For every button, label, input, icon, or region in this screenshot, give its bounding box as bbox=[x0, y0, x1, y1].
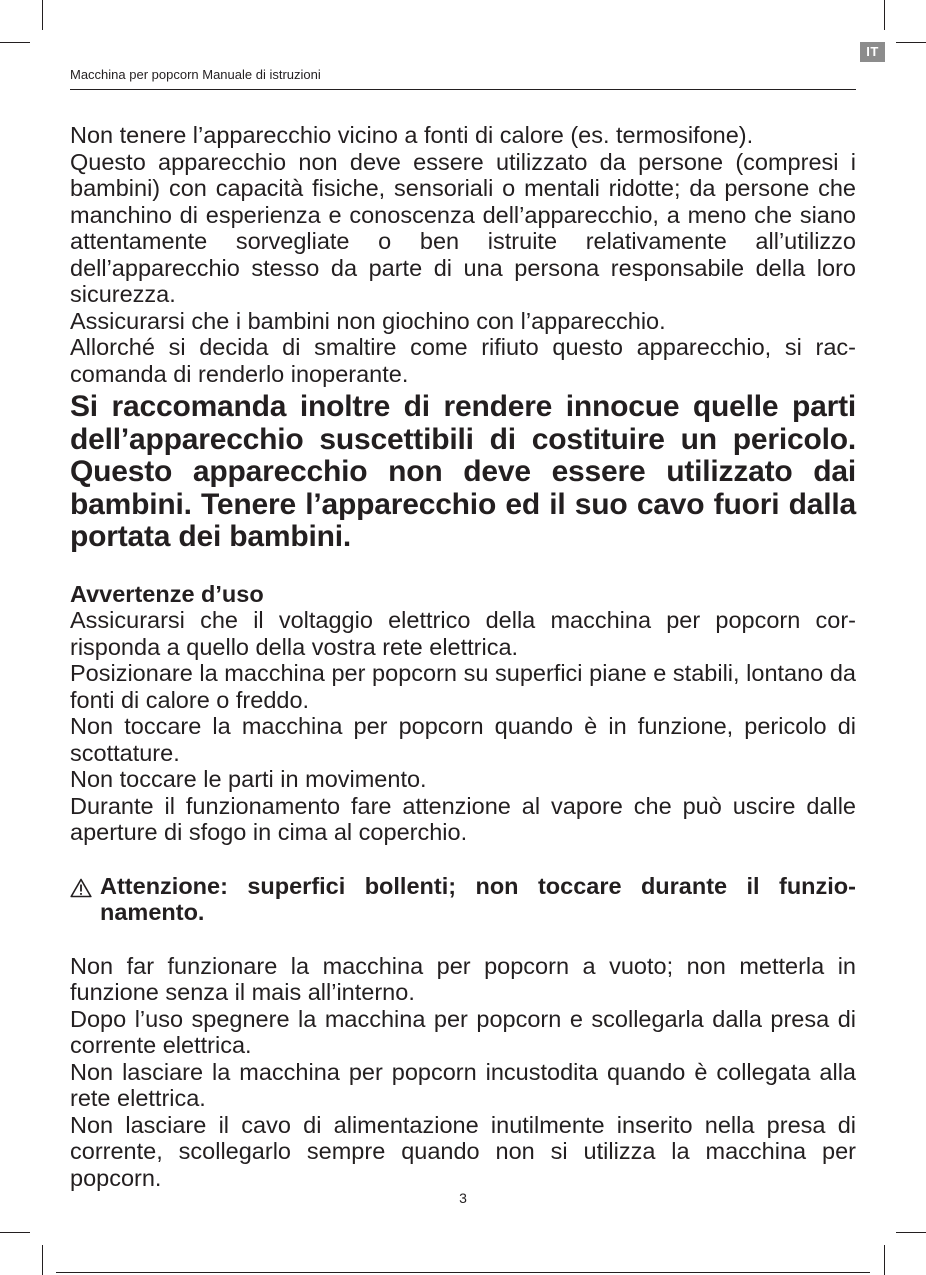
crop-mark-bottom-right-v bbox=[884, 1245, 885, 1275]
crop-mark-top-left-h bbox=[0, 42, 30, 43]
body-paragraph: Dopo l’uso spegnere la macchina per popcorn e scollegarla dalla presa di corrente elettrica. bbox=[70, 1005, 856, 1058]
section-title: Avvertenze d’uso bbox=[70, 580, 264, 607]
body-paragraph: Non far funzionare la macchina per popcorn a vuoto; non metterla in funzione senza il mais all’interno. bbox=[70, 952, 856, 1005]
body-paragraph: Assicurarsi che i bambini non giochino con l’apparecchio. bbox=[70, 307, 666, 334]
usage-item: Assicurarsi che il voltaggio elettrico della macchina per popcorn corrisponda a quello della vostra rete elettrica. bbox=[70, 607, 856, 660]
language-tab: IT bbox=[860, 42, 885, 62]
hot-surface-notice bbox=[70, 873, 856, 926]
crop-mark-top-right-h bbox=[896, 42, 926, 43]
usage-item: Non toccare la macchina per popcorn quando è in funzione, pericolo di scottature. bbox=[70, 713, 856, 766]
usage-item: Durante il funzionamento fare attenzione al vapore che può uscire dalle aperture di sfogo in cima al coperchio. bbox=[70, 792, 856, 845]
bottom-trim-line bbox=[56, 1272, 870, 1273]
bold-warning-block: Si raccomanda inoltre di rendere innocue quelle parti dell’apparecchio suscettibili di costituire un pericolo. Questo apparecchio non deve essere utilizzato dai bambini. Tenere l’apparecchio ed il suo cavo fuori dalla portata dei bambini. bbox=[70, 390, 856, 553]
page-number: 3 bbox=[459, 1190, 467, 1206]
body-paragraph: Non tenere l’apparecchio vicino a fonti di calore (es. termosifone). bbox=[70, 122, 754, 148]
warning-triangle-icon bbox=[70, 878, 92, 898]
crop-mark-top-left-v bbox=[42, 0, 43, 30]
body-paragraph: Allorché si decida di smaltire come rifiuto questo apparecchio, si raccomanda di renderlo inoperante. bbox=[70, 334, 856, 387]
notice-text: Attenzione: superfici bollenti; non toccare durante il funzionamento. bbox=[100, 872, 856, 925]
body-paragraph: Questo apparecchio non deve essere utilizzato da persone (compresi i bambini) con capacità fisiche, sensoriali o mentali ridotte; da persone che manchino di esperienza e conoscenza dell’apparecchio, a meno che siano attentamente sorvegliate o ben istruite relativamente all’utilizzo dell’apparecchio stesso da parte di una persona responsabile della loro sicurezza. bbox=[70, 148, 856, 307]
body-paragraph: Non lasciare la macchina per popcorn incustodita quando è collegata alla rete elettrica. bbox=[70, 1058, 856, 1111]
page-content bbox=[70, 122, 856, 1191]
crop-mark-bottom-right-h bbox=[896, 1232, 926, 1233]
body-paragraph: Non lasciare il cavo di alimentazione inutilmente inserito nella presa di corrente, scollegarlo sempre quando non si utilizza la macchina per popcorn. bbox=[70, 1111, 856, 1191]
header-rule bbox=[70, 89, 856, 90]
usage-item: Non toccare le parti in movimento. bbox=[70, 766, 427, 792]
running-header-title: Macchina per popcorn Manuale di istruzioni bbox=[70, 67, 321, 82]
crop-mark-bottom-left-v bbox=[42, 1245, 43, 1275]
usage-item: Posizionare la macchina per popcorn su superfici piane e stabili, lontano da fonti di calore o freddo. bbox=[70, 660, 856, 713]
crop-mark-top-right-v bbox=[884, 0, 885, 30]
crop-mark-bottom-left-h bbox=[0, 1232, 30, 1233]
